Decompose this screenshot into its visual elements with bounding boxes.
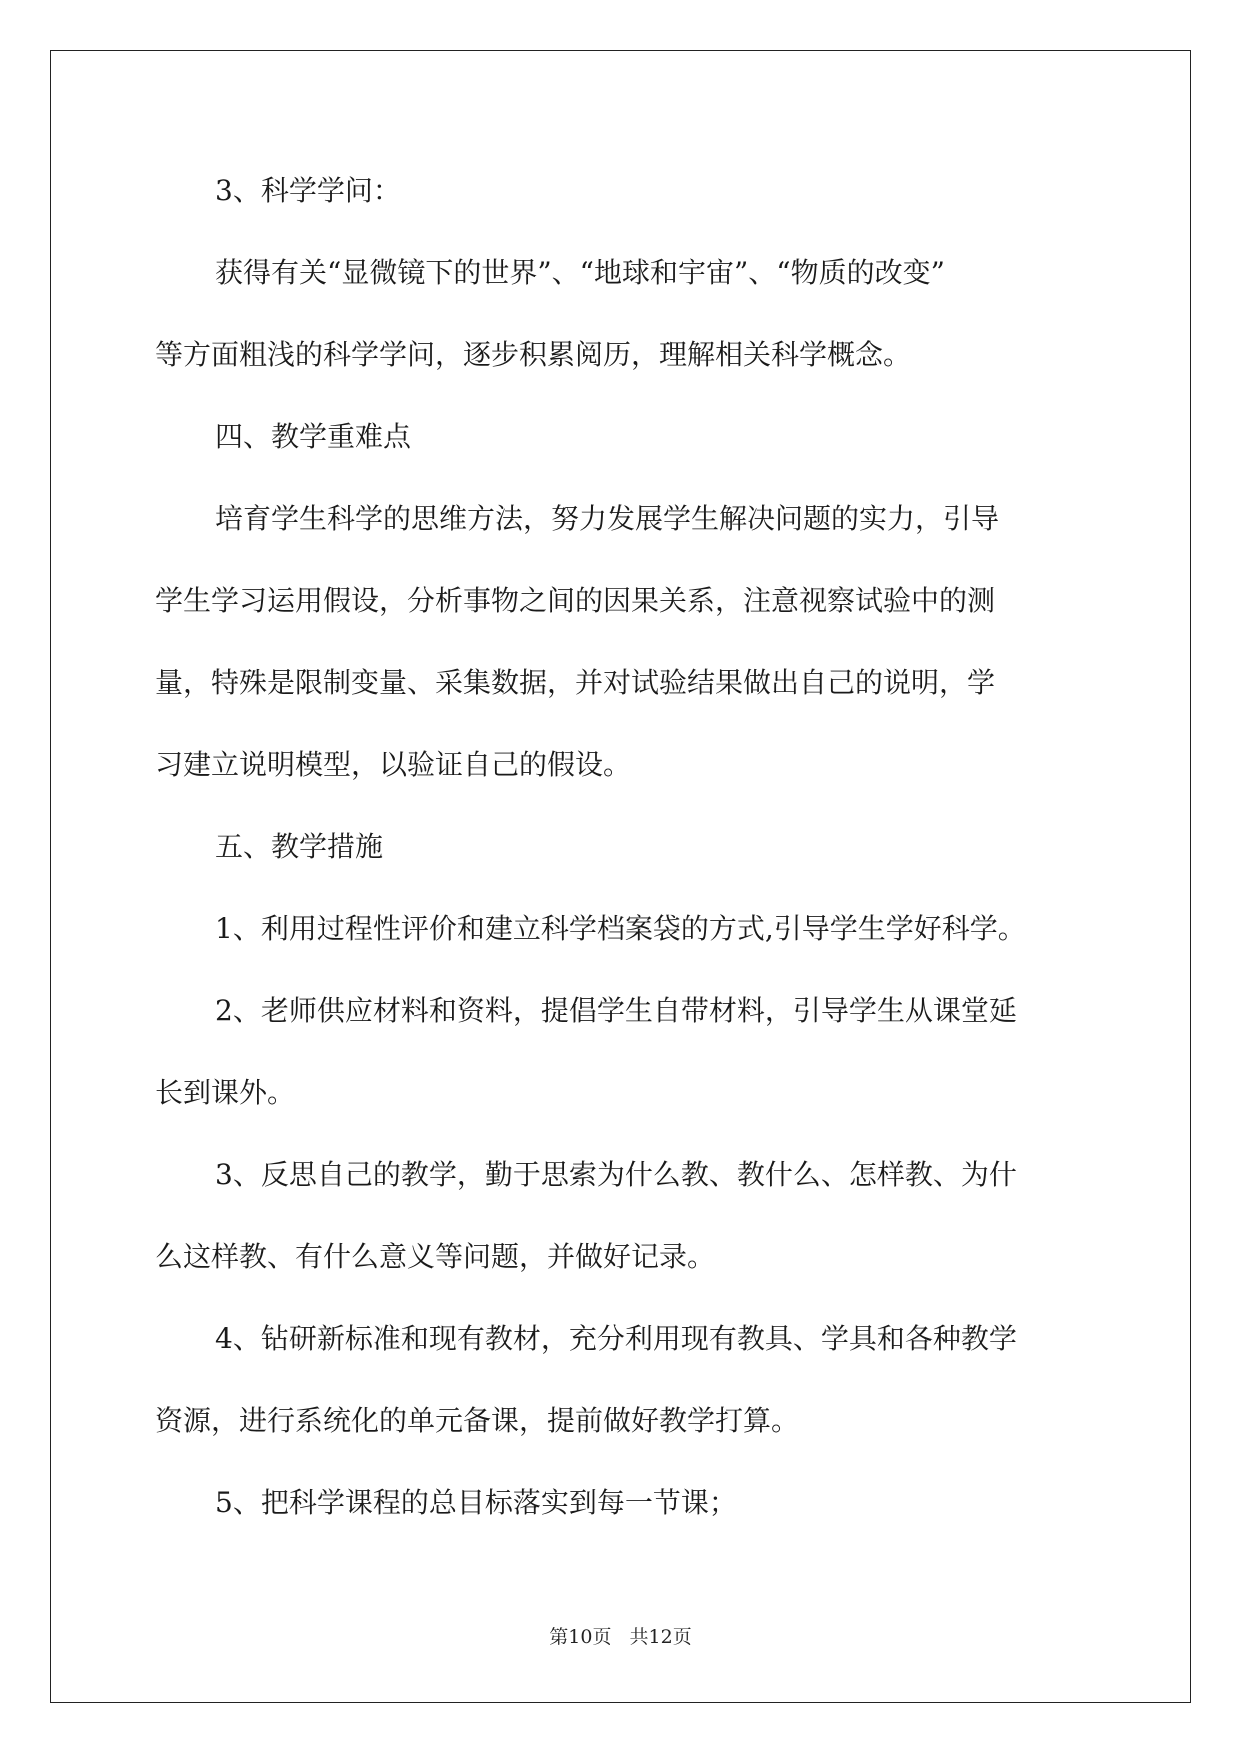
text-line: 培育学生科学的思维方法，努力发展学生解决问题的实力，引导: [215, 502, 1000, 535]
page-footer: [0, 1622, 1241, 1649]
text-line: 等方面粗浅的科学学问，逐步积累阅历，理解相关科学概念。: [155, 338, 912, 371]
text-line: 资源，进行系统化的单元备课，提前做好教学打算。: [155, 1404, 800, 1437]
text-line: 2、老师供应材料和资料，提倡学生自带材料，引导学生从课堂延: [215, 994, 1017, 1027]
text-line: 1、利用过程性评价和建立科学档案袋的方式,引导学生学好科学。: [215, 912, 1026, 945]
text-line: 学生学习运用假设，分析事物之间的因果关系，注意视察试验中的测: [155, 584, 996, 617]
text-line: 量，特殊是限制变量、采集数据，并对试验结果做出自己的说明，学: [155, 666, 996, 699]
text-line: 长到课外。: [155, 1076, 296, 1109]
section-heading: 五、教学措施: [215, 830, 384, 863]
section-heading: 四、教学重难点: [215, 420, 412, 453]
page-number-total: 共12页: [629, 1626, 692, 1648]
text-line: 习建立说明模型，以验证自己的假设。: [155, 748, 632, 781]
text-line: 4、钻研新标准和现有教材，充分利用现有教具、学具和各种教学: [215, 1322, 1017, 1355]
text-line: 么这样教、有什么意义等问题，并做好记录。: [155, 1240, 716, 1273]
document-body: [155, 150, 1100, 1544]
text-line: 获得有关“显微镜下的世界”、“地球和宇宙”、“物质的改变”: [215, 256, 945, 289]
text-line: 5、把科学课程的总目标落实到每一节课；: [215, 1486, 737, 1519]
page-number-current: 第10页: [549, 1626, 612, 1648]
text-line: 3、反思自己的教学，勤于思索为什么教、教什么、怎样教、为什: [215, 1158, 1017, 1191]
text-line: 3、科学学问：: [215, 174, 401, 207]
